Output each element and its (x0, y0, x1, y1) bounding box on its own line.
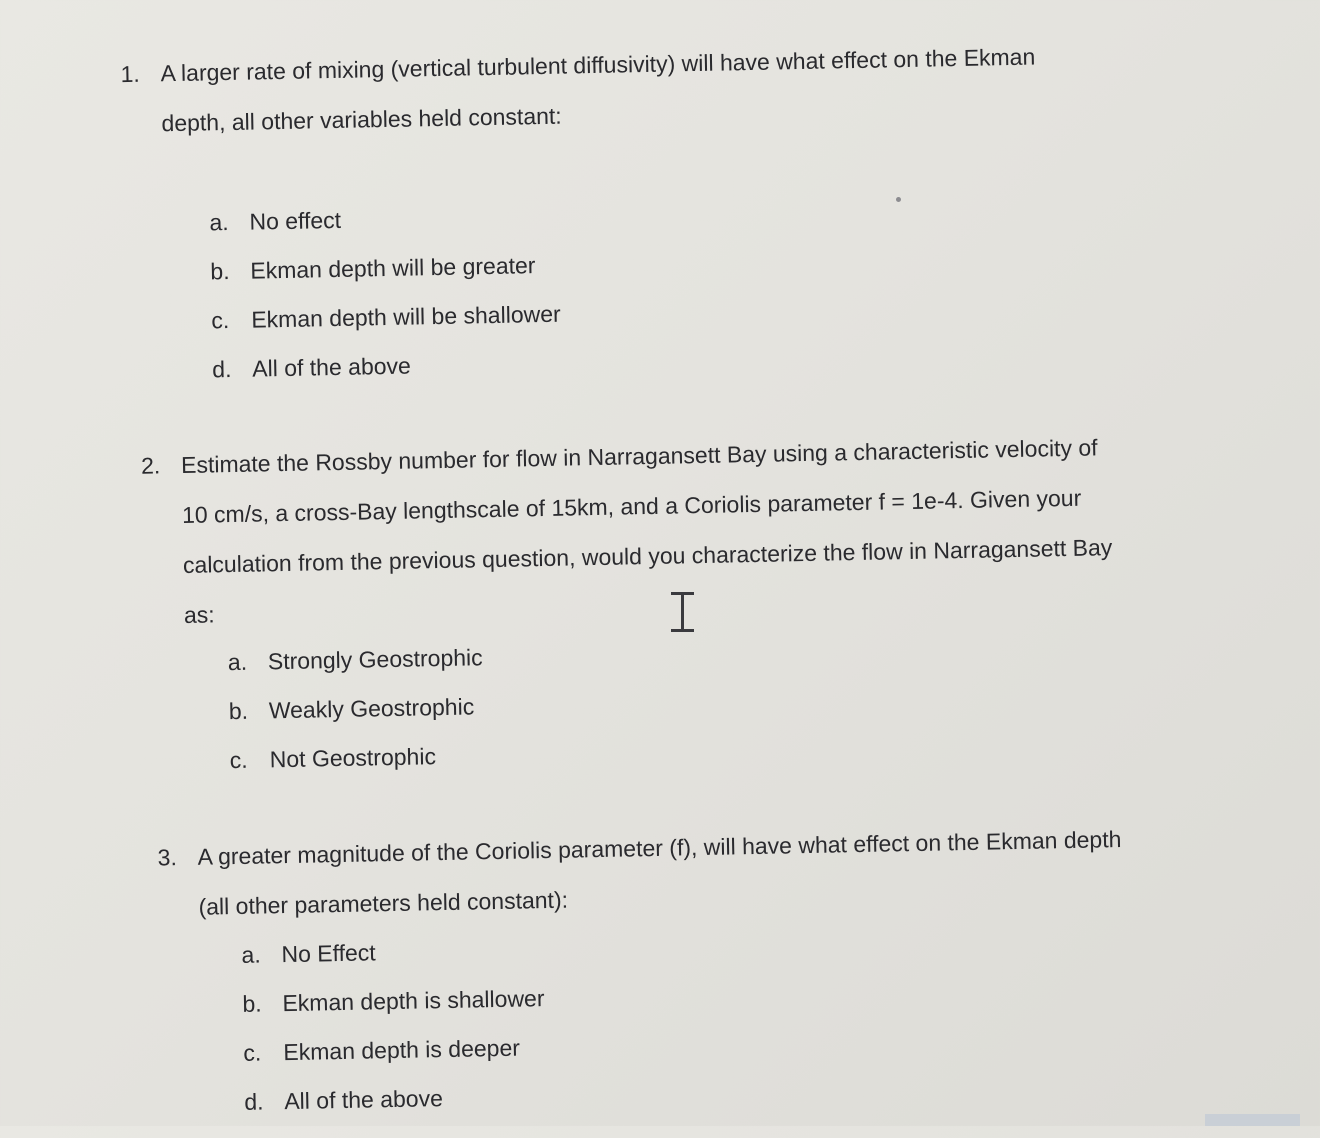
text-cursor-icon (668, 592, 698, 632)
option-letter: b. (210, 258, 230, 285)
option-text: All of the above (252, 352, 412, 382)
option-letter: b. (228, 697, 249, 725)
option-text: Strongly Geostrophic (267, 644, 483, 675)
question-number: 2. (140, 452, 161, 479)
question-number: 1. (120, 60, 141, 88)
question-text-line: as: (183, 601, 215, 628)
question-text-line: depth, all other variables held constant: (161, 102, 562, 137)
question-text-line: (all other parameters held constant): (198, 886, 569, 920)
option-letter: a. (227, 648, 248, 676)
question-text-line: A larger rate of mixing (vertical turbulent diffusivity) will have what effect on the Ekman (160, 43, 1036, 87)
option-letter: a. (209, 209, 229, 236)
question-number: 3. (157, 844, 178, 871)
option-letter: b. (242, 990, 262, 1017)
option-text: Ekman depth is shallower (282, 985, 545, 1017)
option-text: All of the above (284, 1085, 444, 1115)
option-text: Ekman depth is deeper (283, 1034, 521, 1066)
option-text: No Effect (281, 939, 376, 968)
option-text: Ekman depth will be shallower (251, 300, 561, 333)
question-text-line: A greater magnitude of the Coriolis parameter (f), will have what effect on the Ekman depth (197, 826, 1122, 870)
taskbar-edge (1205, 1114, 1300, 1126)
option-text: Weakly Geostrophic (268, 693, 475, 724)
question-1 (0, 0, 1309, 383)
option-letter: a. (241, 941, 261, 968)
option-letter: c. (229, 746, 248, 774)
option-text: No effect (249, 206, 342, 235)
question-text-line: Estimate the Rossby number for flow in Narragansett Bay using a characteristic velocity of (180, 434, 1098, 478)
question-text-line: 10 cm/s, a cross-Bay lengthscale of 15km, and a Coriolis parameter f = 1e-4. Given your (181, 484, 1082, 528)
option-letter: d. (212, 356, 232, 383)
option-letter: c. (211, 307, 230, 334)
question-text-line: calculation from the previous question, would you characterize the flow in Narragansett Bay (182, 534, 1113, 578)
option-letter: c. (243, 1039, 262, 1066)
option-letter: d. (244, 1088, 264, 1115)
option-text: Not Geostrophic (269, 743, 437, 773)
option-text: Ekman depth will be greater (250, 252, 536, 284)
screen-dust-speck (896, 197, 901, 202)
